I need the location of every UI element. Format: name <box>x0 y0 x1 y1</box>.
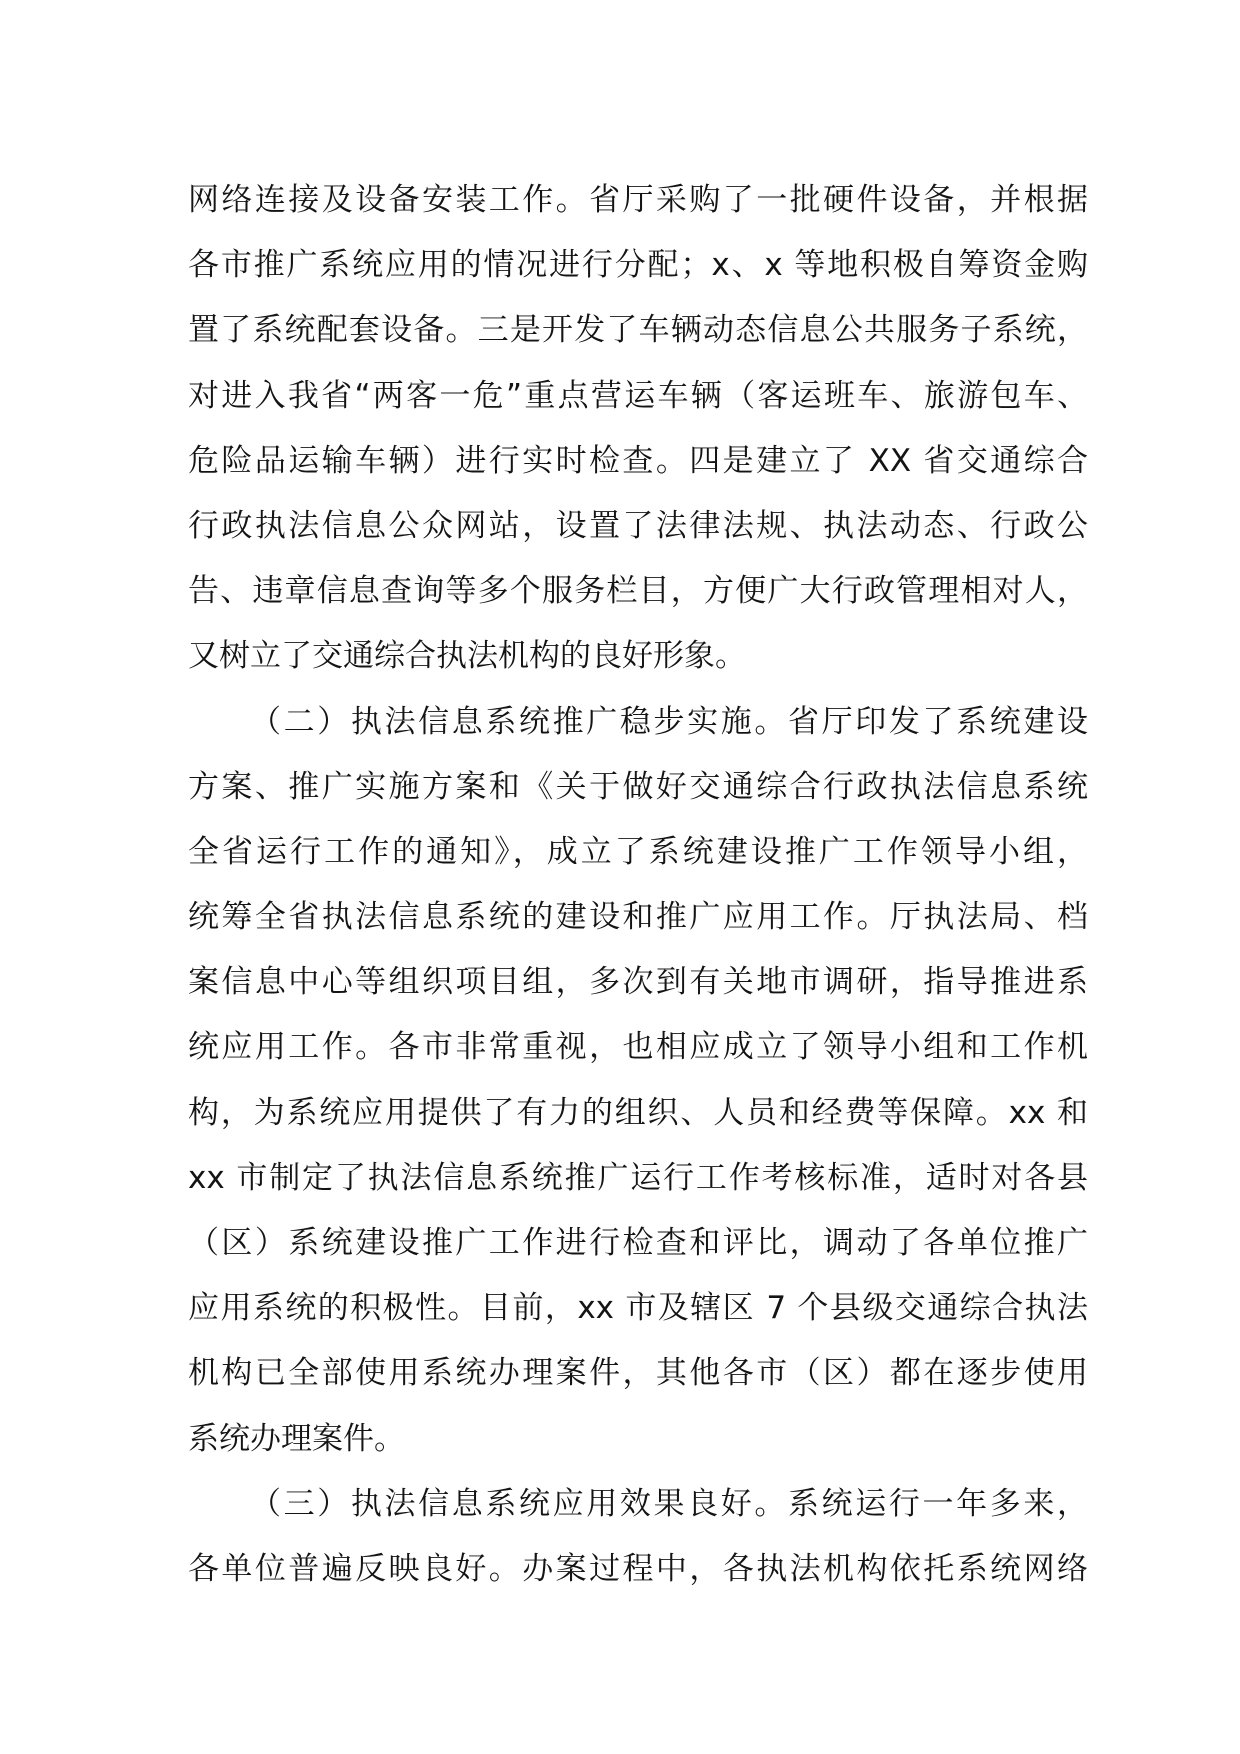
text-line: 应用系统的积极性。目前，xx 市及辖区 7 个县级交通综合执法 <box>188 1290 1088 1327</box>
text-line: xx 市制定了执法信息系统推广运行工作考核标准，适时对各县 <box>188 1159 1088 1196</box>
text-line: 机构已全部使用系统办理案件，其他各市（区）都在逐步使用 <box>188 1355 1088 1392</box>
text-line: 又树立了交通综合执法机构的良好形象。 <box>188 638 746 675</box>
text-line: 系统办理案件。 <box>188 1420 405 1457</box>
text-line: 全省运行工作的通知》，成立了系统建设推广工作领导小组， <box>188 833 1088 870</box>
text-line: 构，为系统应用提供了有力的组织、人员和经费等保障。xx 和 <box>188 1094 1088 1131</box>
text-line: 置了系统配套设备。三是开发了车辆动态信息公共服务子系统， <box>188 312 1088 349</box>
text-line: 各单位普遍反映良好。办案过程中，各执法机构依托系统网络 <box>188 1550 1088 1587</box>
text-line: 统应用工作。各市非常重视，也相应成立了领导小组和工作机 <box>188 1029 1088 1066</box>
text-line: 对进入我省“两客一危”重点营运车辆（客运班车、旅游包车、 <box>188 377 1088 414</box>
text-line: 危险品运输车辆）进行实时检查。四是建立了 XX 省交通综合 <box>188 442 1088 479</box>
paragraph-heading-line: （二）执法信息系统推广稳步实施。省厅印发了系统建设 <box>250 703 1088 740</box>
text-line: 告、违章信息查询等多个服务栏目，方便广大行政管理相对人， <box>188 573 1088 610</box>
text-line: 案信息中心等组织项目组，多次到有关地市调研，指导推进系 <box>188 964 1088 1001</box>
text-line: 方案、推广实施方案和《关于做好交通综合行政执法信息系统 <box>188 768 1088 805</box>
paragraph-heading-line: （三）执法信息系统应用效果良好。系统运行一年多来， <box>250 1485 1088 1522</box>
text-line: 统筹全省执法信息系统的建设和推广应用工作。厅执法局、档 <box>188 899 1088 936</box>
text-line: （区）系统建设推广工作进行检查和评比，调动了各单位推广 <box>188 1225 1088 1261</box>
text-line: 行政执法信息公众网站，设置了法律法规、执法动态、行政公 <box>188 507 1088 544</box>
document-body <box>188 168 1088 1602</box>
text-line: 网络连接及设备安装工作。省厅采购了一批硬件设备，并根据 <box>188 182 1088 218</box>
text-line: 各市推广系统应用的情况进行分配；x、x 等地积极自筹资金购 <box>188 247 1088 284</box>
